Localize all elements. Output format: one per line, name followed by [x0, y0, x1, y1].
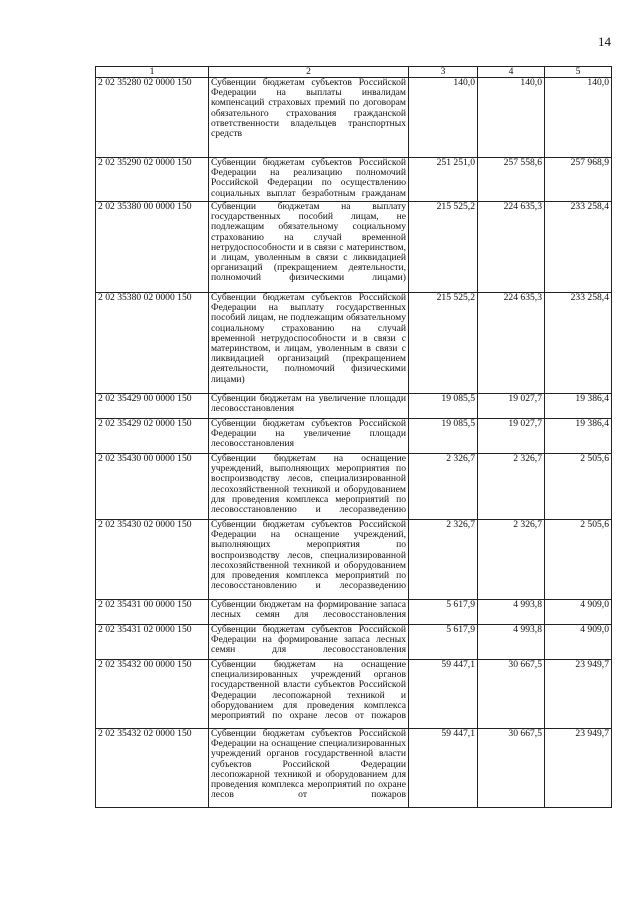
budget-code-cell: 2 02 35430 00 0000 150 — [96, 454, 209, 520]
value-year2-cell: 4 993,8 — [478, 625, 545, 660]
description-cell: Субвенции бюджетам на формирование запаса лесных семян для лесовосстановления — [209, 600, 409, 625]
budget-code-cell: 2 02 35380 00 0000 150 — [96, 202, 209, 293]
value-year1-cell: 2 326,7 — [409, 454, 478, 520]
value-year3-cell: 19 386,4 — [545, 419, 612, 454]
table-row — [96, 454, 612, 520]
budget-code-cell: 2 02 35290 02 0000 150 — [96, 158, 209, 202]
table-row — [96, 158, 612, 202]
description-cell: Субвенции бюджетам субъектов Российской Федерации на оснащение учреждений, выполняющих мероприятия по воспроизводству лесов, специализированной лесохозяйственной техникой и оборудованием для проведения комплекса мероприятий по лесовосстановлению и лесоразведению — [209, 520, 409, 600]
value-year2-cell: 140,0 — [478, 78, 545, 158]
value-year2-cell: 4 993,8 — [478, 600, 545, 625]
value-year3-cell: 4 909,0 — [545, 625, 612, 660]
description-cell: Субвенции бюджетам субъектов Российской Федерации на реализацию полномочий Российской Федерации по осуществлению социальных выплат безработным гражданам — [209, 158, 409, 202]
budget-code-cell: 2 02 35380 02 0000 150 — [96, 293, 209, 394]
value-year1-cell: 140,0 — [409, 78, 478, 158]
value-year3-cell: 2 505,6 — [545, 520, 612, 600]
value-year3-cell: 233 258,4 — [545, 202, 612, 293]
column-header-1: 1 — [96, 67, 209, 78]
budget-code-cell: 2 02 35429 00 0000 150 — [96, 394, 209, 419]
budget-code-cell: 2 02 35432 00 0000 150 — [96, 660, 209, 729]
value-year3-cell: 23 949,7 — [545, 660, 612, 729]
value-year3-cell: 2 505,6 — [545, 454, 612, 520]
table-body — [96, 78, 612, 808]
table-row — [96, 729, 612, 808]
value-year2-cell: 19 027,7 — [478, 419, 545, 454]
budget-code-cell: 2 02 35431 00 0000 150 — [96, 600, 209, 625]
table-row — [96, 394, 612, 419]
column-header-2: 2 — [209, 67, 409, 78]
value-year1-cell: 5 617,9 — [409, 600, 478, 625]
value-year3-cell: 4 909,0 — [545, 600, 612, 625]
description-cell: Субвенции бюджетам на оснащение специализированных учреждений органов государственной власти субъектов Российской Федерации лесопожарной техникой и оборудованием для проведения комплекса мероприятий по охране лесов от пожаров — [209, 660, 409, 729]
description-cell: Субвенции бюджетам субъектов Российской Федерации на увеличение площади лесовосстановления — [209, 419, 409, 454]
value-year1-cell: 215 525,2 — [409, 293, 478, 394]
value-year2-cell: 257 558,6 — [478, 158, 545, 202]
value-year1-cell: 19 085,5 — [409, 394, 478, 419]
value-year2-cell: 224 635,3 — [478, 202, 545, 293]
value-year1-cell: 59 447,1 — [409, 729, 478, 808]
budget-code-cell: 2 02 35432 02 0000 150 — [96, 729, 209, 808]
table-row — [96, 202, 612, 293]
description-cell: Субвенции бюджетам субъектов Российской Федерации на формирование запаса лесных семян для лесовосстановления — [209, 625, 409, 660]
value-year3-cell: 140,0 — [545, 78, 612, 158]
table-row — [96, 600, 612, 625]
value-year2-cell: 30 667,5 — [478, 660, 545, 729]
table-row — [96, 419, 612, 454]
value-year3-cell: 19 386,4 — [545, 394, 612, 419]
column-header-4: 4 — [478, 67, 545, 78]
description-cell: Субвенции бюджетам на оснащение учреждений, выполняющих мероприятия по воспроизводству лесов, специализированной лесохозяйственной техникой и оборудованием для проведения комплекса мероприятий по лесовосстановлению и лесоразведению — [209, 454, 409, 520]
value-year1-cell: 251 251,0 — [409, 158, 478, 202]
value-year1-cell: 59 447,1 — [409, 660, 478, 729]
table-row — [96, 625, 612, 660]
budget-code-cell: 2 02 35280 02 0000 150 — [96, 78, 209, 158]
value-year2-cell: 224 635,3 — [478, 293, 545, 394]
value-year3-cell: 257 968,9 — [545, 158, 612, 202]
value-year1-cell: 215 525,2 — [409, 202, 478, 293]
description-cell: Субвенции бюджетам субъектов Российской Федерации на выплату государственных пособий лицам, не подлежащим обязательному социальному страхованию на случай временной нетрудоспособности и в связи с материнством, и лицам, уволенным в связи с ликвидацией организаций (прекращением деятельности, полномочий физическими лицами) — [209, 293, 409, 394]
column-header-5: 5 — [545, 67, 612, 78]
value-year1-cell: 5 617,9 — [409, 625, 478, 660]
value-year2-cell: 30 667,5 — [478, 729, 545, 808]
table-row — [96, 78, 612, 158]
budget-table — [95, 66, 612, 808]
budget-code-cell: 2 02 35430 02 0000 150 — [96, 520, 209, 600]
value-year1-cell: 19 085,5 — [409, 419, 478, 454]
description-cell: Субвенции бюджетам на увеличение площади лесовосстановления — [209, 394, 409, 419]
value-year3-cell: 23 949,7 — [545, 729, 612, 808]
page-number: 14 — [598, 34, 611, 49]
description-cell: Субвенции бюджетам субъектов Российской Федерации на оснащение специализированных учреждений органов государственной власти субъектов Российской Федерации лесопожарной техникой и оборудованием для проведения комплекса мероприятий по охране лесов от пожаров — [209, 729, 409, 808]
table-row — [96, 520, 612, 600]
budget-code-cell: 2 02 35431 02 0000 150 — [96, 625, 209, 660]
table-row — [96, 660, 612, 729]
description-cell: Субвенции бюджетам субъектов Российской Федерации на выплаты инвалидам компенсаций страховых премий по договорам обязательного страхования гражданской ответственности владельцев транспортных средств — [209, 78, 409, 158]
value-year2-cell: 2 326,7 — [478, 454, 545, 520]
budget-code-cell: 2 02 35429 02 0000 150 — [96, 419, 209, 454]
value-year2-cell: 19 027,7 — [478, 394, 545, 419]
table-row — [96, 293, 612, 394]
value-year2-cell: 2 326,7 — [478, 520, 545, 600]
column-header-3: 3 — [409, 67, 478, 78]
description-cell: Субвенции бюджетам на выплату государственных пособий лицам, не подлежащим обязательному социальному страхованию на случай временной нетрудоспособности и в связи с материнством, и лицам, уволенным в связи с ликвидацией организаций (прекращением деятельности, полномочий физическими лицами) — [209, 202, 409, 293]
value-year3-cell: 233 258,4 — [545, 293, 612, 394]
value-year1-cell: 2 326,7 — [409, 520, 478, 600]
header-row — [96, 67, 612, 78]
